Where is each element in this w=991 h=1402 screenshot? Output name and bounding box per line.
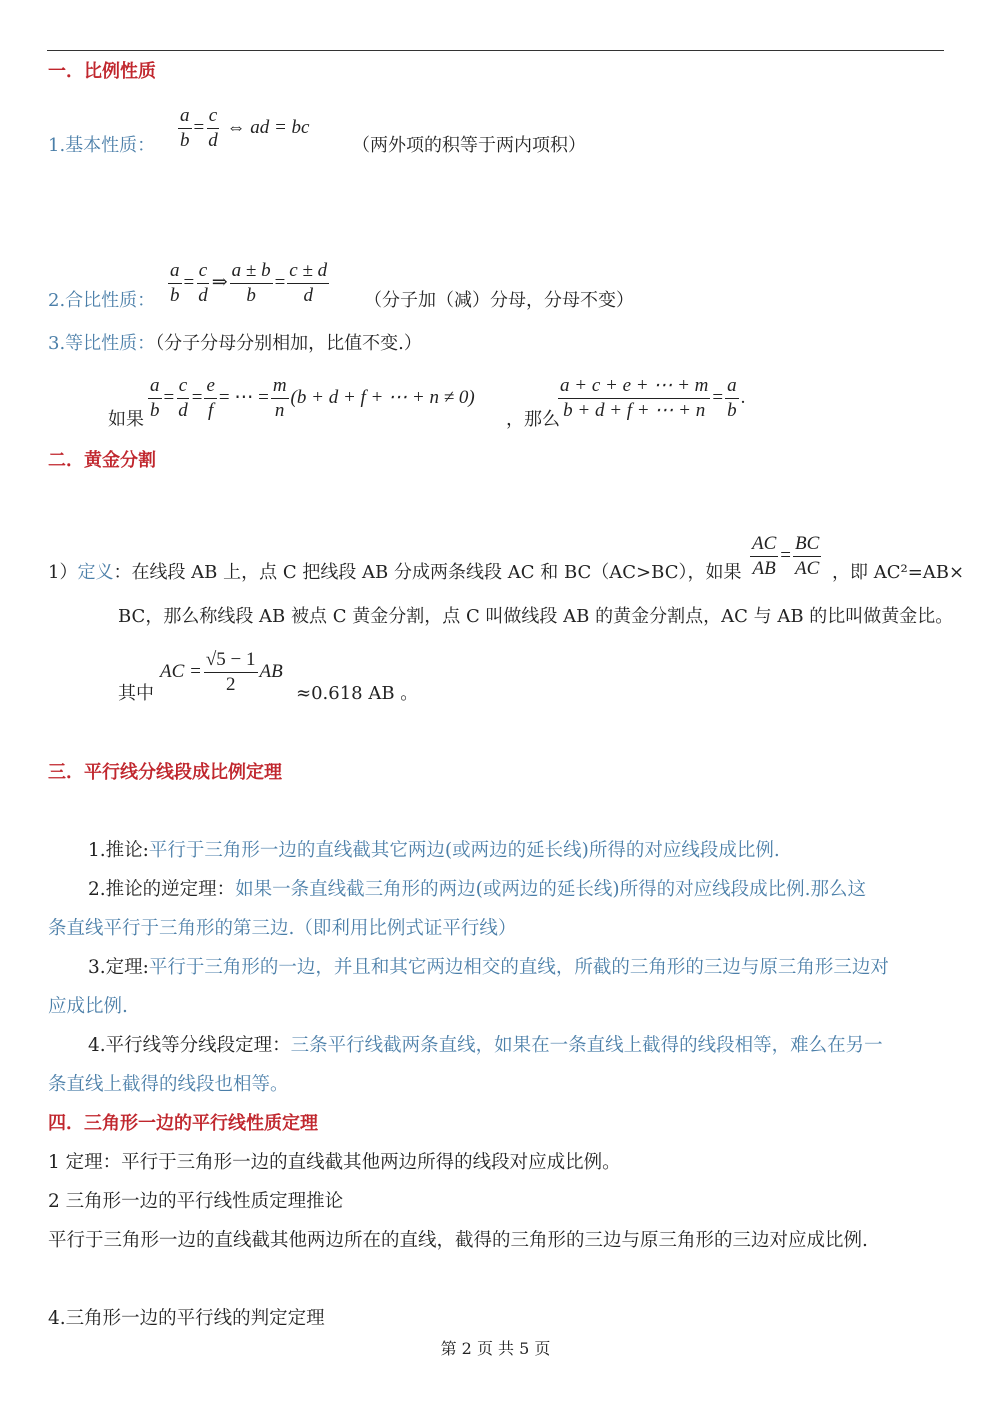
then-label: ，那么 [506, 409, 560, 430]
basic-property-label: 1.基本性质： [48, 135, 156, 156]
compose-property-label: 2.合比性质： [48, 290, 156, 311]
section-heading-parallel-lines: 三．平行线分线段成比例定理 [48, 762, 282, 783]
golden-definition-line1: 1）定义：在线段 AB 上，点 C 把线段 AB 分成两条线段 AC 和 BC（AC>BC），如果 [48, 562, 742, 583]
section-heading-triangle-parallel: 四．三角形一边的平行线性质定理 [48, 1113, 318, 1134]
section4-line4: 4.三角形一边的平行线的判定定理 [48, 1308, 325, 1329]
basic-property-formula: $\frac{a}{b}$ = $\frac{c}{d}$ ⇔ ad = bc [180, 105, 310, 151]
golden-value-formula: AC = $\frac{√5 - 1}{2}$ AB [160, 649, 283, 695]
equal-ratio-formula: $\frac{a}{b}$ = $\frac{c}{d}$ = $\frac{e}{f}$ = ⋯ = $\frac{m}{n}$ (b + d + f + ⋯ + n ≠ 0) [150, 375, 475, 421]
theorem-4-cont: 条直线上截得的线段也相等。 [48, 1074, 289, 1095]
section-heading-proportion: 一．比例性质 [48, 61, 156, 82]
section4-line3: 平行于三角形一边的直线截其他两边所在的直线，截得的三角形的三边与原三角形的三边对应成比例. [48, 1230, 868, 1251]
section4-line1: 1 定理：平行于三角形一边的直线截其他两边所得的线段对应成比例。 [48, 1152, 621, 1173]
top-rule [47, 50, 944, 51]
if-label: 如果 [108, 409, 144, 430]
corollary-2-cont: 条直线平行于三角形的第三边.（即利用比例式证平行线） [48, 918, 517, 939]
theorem-3: 3.定理:平行于三角形的一边，并且和其它两边相交的直线，所截的三角形的三边与原三角形三边对 [88, 957, 889, 978]
theorem-3-cont: 应成比例. [48, 996, 128, 1017]
section4-line2: 2 三角形一边的平行线性质定理推论 [48, 1191, 344, 1212]
golden-definition-line2: BC，那么称线段 AB 被点 C 黄金分割，点 C 叫做线段 AB 的黄金分割点，AC 与 AB 的比叫做黄金比。 [118, 606, 954, 627]
compose-property-formula: $\frac{a}{b}$ = $\frac{c}{d}$ ⇒ $\frac{a \pm b}{b}$ = $\frac{c \pm d}{d}$ [170, 260, 328, 306]
golden-approx: ≈0.618 AB 。 [296, 683, 419, 704]
golden-ratio-formula: $\frac{AC}{AB}$ = $\frac{BC}{AC}$ [752, 533, 820, 579]
golden-definition-tail: ，即 AC²=AB× [832, 562, 965, 583]
theorem-4: 4.平行线等分线段定理：三条平行线截两条直线，如果在一条直线上截得的线段相等，难么在另一 [88, 1035, 883, 1056]
corollary-2: 2.推论的逆定理：如果一条直线截三角形的两边(或两边的延长线)所得的对应线段成比例.那么这 [88, 879, 866, 900]
page-footer: 第 2 页 共 5 页 [440, 1339, 551, 1358]
compose-property-note: （分子加（减）分母，分母不变） [364, 290, 634, 311]
section-heading-golden-section: 二．黄金分割 [48, 450, 156, 471]
equal-ratio-line: 3.等比性质：（分子分母分别相加，比值不变.） [48, 333, 422, 354]
equal-ratio-result: $\frac{a + c + e + \cdots + m}{b + d + f + \cdots + n}$ = $\frac{a}{b}$ . [560, 375, 746, 421]
corollary-1: 1.推论:平行于三角形一边的直线截其它两边(或两边的延长线)所得的对应线段成比例. [88, 840, 780, 861]
basic-property-note: （两外项的积等于两内项积） [352, 135, 586, 156]
where-label: 其中 [118, 683, 154, 704]
